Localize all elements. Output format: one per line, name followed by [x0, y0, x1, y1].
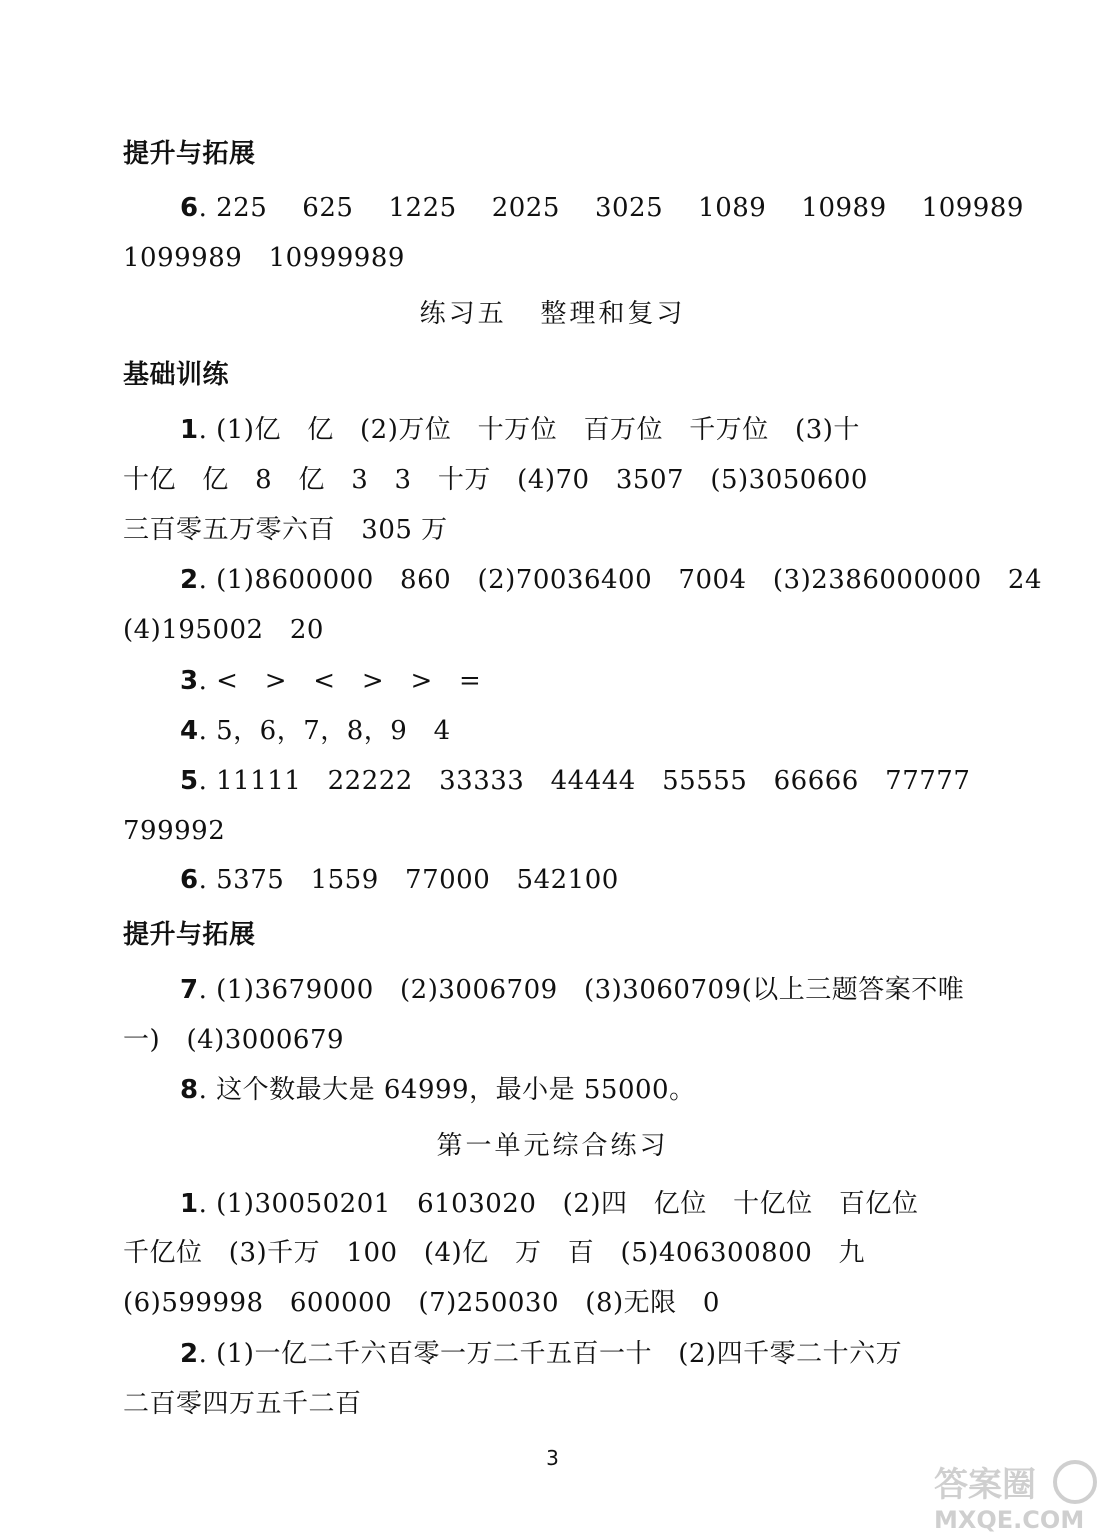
answer-1-cont1: 十亿 亿 8 亿 3 3 十万 (4)70 3507 (5)3050600: [123, 465, 868, 495]
answer-5-cont: 799992: [123, 816, 226, 846]
answer-8: [180, 1073, 696, 1107]
answer-text: . 5375 1559 77000 542100: [198, 865, 619, 895]
answer-5: [180, 764, 970, 798]
answer-text: . 5，6，7，8，9 4: [198, 716, 451, 746]
unit-title: 第一单元综合练习: [436, 1131, 669, 1161]
answer-text: . 这个数最大是 64999，最小是 55000。: [198, 1075, 696, 1105]
watermark-logo: [930, 1458, 1100, 1532]
answer-number: 8: [180, 1075, 199, 1105]
unit-answer-1: [180, 1187, 918, 1221]
answer-number: 1: [180, 415, 199, 445]
answer-text: . (1)一亿二千六百零一万二千五百一十 (2)四千零二十六万: [198, 1339, 903, 1369]
answer-2-cont: (4)195002 20: [123, 615, 324, 645]
answer-number: 5: [180, 766, 199, 796]
answer-text: . < > < > > =: [198, 666, 482, 696]
unit-answer-1-cont1: 千亿位 (3)千万 100 (4)亿 万 百 (5)406300800 九: [123, 1238, 866, 1268]
answer-3: [180, 664, 481, 698]
answer-7: [180, 973, 964, 1007]
answer-text: . (1)3679000 (2)3006709 (3)3060709(以上三题答案不唯: [198, 975, 965, 1005]
answer-number: 6: [180, 865, 199, 895]
unit-answer-1-cont2: (6)599998 600000 (7)250030 (8)无限 0: [123, 1288, 720, 1318]
answer-6a-cont: 1099989 10999989: [123, 243, 405, 273]
exercise-title: 练习五 整理和复习: [419, 299, 686, 329]
answer-4: [180, 714, 451, 748]
answer-number: 6: [180, 193, 199, 223]
answer-number: 1: [180, 1189, 199, 1219]
answer-number: 3: [180, 666, 199, 696]
answer-text: . (1)8600000 860 (2)70036400 7004 (3)2386000000 24: [198, 565, 1043, 595]
answer-text: . 225 625 1225 2025 3025 1089 10989 109989: [198, 193, 1024, 223]
answer-text: . 11111 22222 33333 44444 55555 66666 77777: [198, 766, 971, 796]
watermark-bottom-text: MXQE.COM: [934, 1506, 1085, 1532]
watermark-circle: [1055, 1462, 1095, 1502]
answer-6b: [180, 863, 619, 897]
answer-1: [180, 413, 860, 447]
unit-answer-2: [180, 1337, 902, 1371]
answer-6a: [180, 191, 1024, 225]
answer-7-cont: 一) (4)3000679: [123, 1025, 345, 1055]
answer-text: . (1)亿 亿 (2)万位 十万位 百万位 千万位 (3)十: [198, 415, 860, 445]
unit-answer-2-cont: 二百零四万五千二百: [123, 1389, 362, 1419]
section-heading-extend: 提升与拓展: [123, 139, 256, 169]
section-heading-basic: 基础训练: [123, 360, 230, 390]
answer-text: . (1)30050201 6103020 (2)四 亿位 十亿位 百亿位: [198, 1189, 919, 1219]
answer-number: 7: [180, 975, 199, 1005]
watermark-top-text: 答案圈: [934, 1465, 1036, 1505]
page-number: 3: [546, 1446, 559, 1470]
section-heading-extend-2: 提升与拓展: [123, 920, 256, 950]
answer-number: 4: [180, 716, 199, 746]
answer-2: [180, 563, 1042, 597]
answer-1-cont2: 三百零五万零六百 305 万: [123, 515, 448, 545]
answer-number: 2: [180, 565, 199, 595]
answer-number: 2: [180, 1339, 199, 1369]
